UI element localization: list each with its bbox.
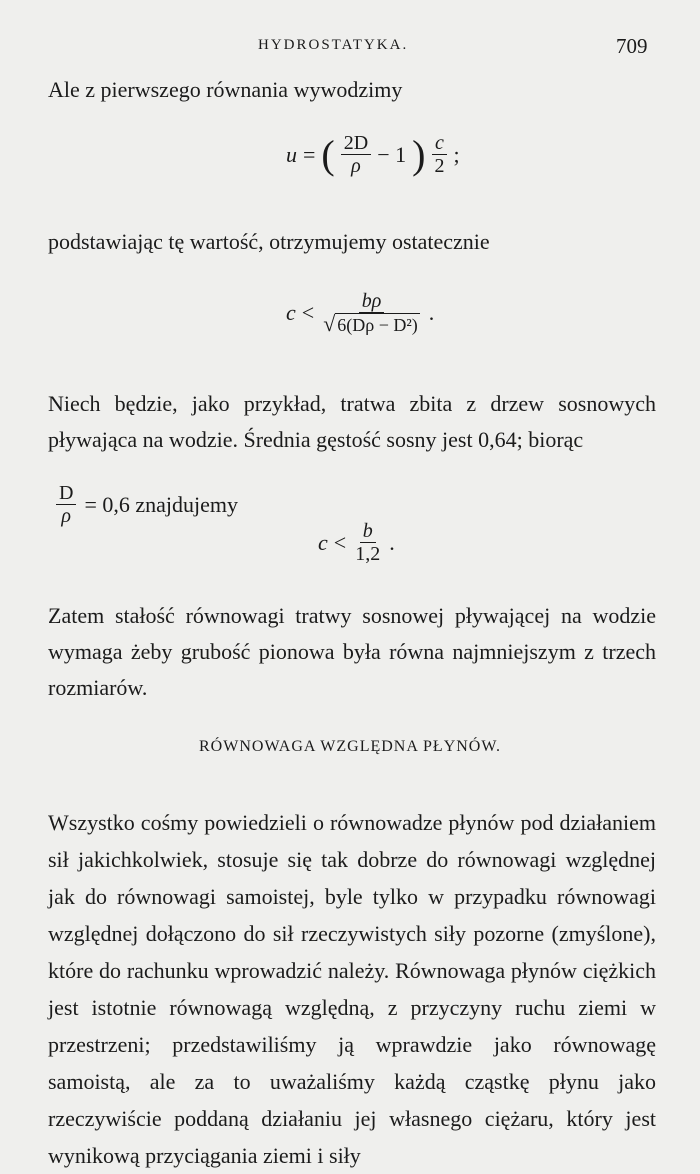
fraction-denominator: ρ bbox=[61, 505, 72, 527]
paragraph-relative-equilibrium: Wszystko cośmy powiedzieli o równowadze płynów pod działaniem sił jakichkolwiek, stosuje się tak dobrze do równowagi względnej jak do równowagi samoistej, byle tylko w przypadku równowagi względnej dołączono do sił rzeczywistych siły pozorne (zmyślone), które do rachunku wprowadzić należy. Równowaga płynów ciężkich jest istotnie równowagą względną, z przyczyny ruchu ziemi w przestrzeni; przedstawiliśmy ją wprawdzie jako równowagę samoistą, ale za to uważaliśmy każdą cząstkę płynu jako rzeczywiście poddaną działaniu jej własnego ciężaru, który jest wynikową przyciągania ziemi i siły bbox=[48, 810, 656, 1168]
fraction-c-2 bbox=[431, 132, 447, 177]
running-title: HYDROSTATYKA. bbox=[258, 37, 409, 53]
fraction-numerator: 2D bbox=[341, 132, 371, 155]
radical-sign: √ bbox=[323, 311, 336, 336]
period: . bbox=[428, 300, 435, 325]
fraction-sqrt bbox=[320, 290, 423, 336]
fraction-numerator: b bbox=[360, 520, 376, 543]
page-number: 709 bbox=[616, 34, 648, 58]
fraction-d-rho bbox=[56, 482, 76, 527]
fraction-numerator: D bbox=[56, 482, 76, 505]
fraction-numerator: bρ bbox=[359, 290, 385, 313]
fraction-2d-rho bbox=[341, 132, 371, 177]
sqrt-denominator bbox=[320, 313, 423, 336]
paragraph-substitution: podstawiając tę wartość, otrzymujemy ostatecznie bbox=[48, 229, 490, 254]
radicand: 6(Dρ − D²) bbox=[337, 315, 418, 335]
paragraph-intro: Ale z pierwszego równania wywodzimy bbox=[48, 77, 403, 102]
formula-c-lhs: c bbox=[318, 529, 328, 555]
fraction-numerator: c bbox=[432, 132, 447, 155]
formula-c-lhs: c bbox=[286, 300, 296, 325]
minus-one: − 1 bbox=[377, 141, 407, 167]
fraction-denominator: 1,2 bbox=[355, 543, 381, 565]
period: . bbox=[389, 529, 395, 555]
formula-u-equals: = bbox=[303, 141, 316, 167]
semicolon: ; bbox=[453, 141, 460, 167]
formula-u-lhs: u bbox=[286, 141, 297, 167]
formula-c-final bbox=[318, 520, 395, 565]
paragraph-conclusion: Zatem stałość równowagi tratwy sosnowej pływającej na wodzie wymaga żeby grubość pionowa była równa najmniejszym z trzech rozmiarów. bbox=[48, 603, 656, 700]
formula-u bbox=[286, 132, 460, 177]
less-than: < bbox=[333, 529, 347, 555]
close-paren: ) bbox=[412, 131, 426, 177]
less-than: < bbox=[301, 300, 315, 325]
fraction-b-1-2 bbox=[352, 520, 383, 565]
page-header bbox=[0, 34, 700, 60]
ratio-value-text: = 0,6 znajdujemy bbox=[84, 491, 238, 517]
section-heading: RÓWNOWAGA WZGLĘDNA PŁYNÓW. bbox=[199, 738, 501, 755]
open-paren: ( bbox=[321, 131, 335, 177]
paragraph-example: Niech będzie, jako przykład, tratwa zbita z drzew sosnowych pływająca na wodzie. Średnia gęstość sosny jest 0,64; biorąc bbox=[48, 391, 656, 452]
inline-ratio bbox=[56, 482, 238, 527]
fraction-denominator: 2 bbox=[434, 155, 445, 177]
fraction-denominator: ρ bbox=[351, 155, 361, 177]
formula-c-bound bbox=[286, 290, 434, 336]
